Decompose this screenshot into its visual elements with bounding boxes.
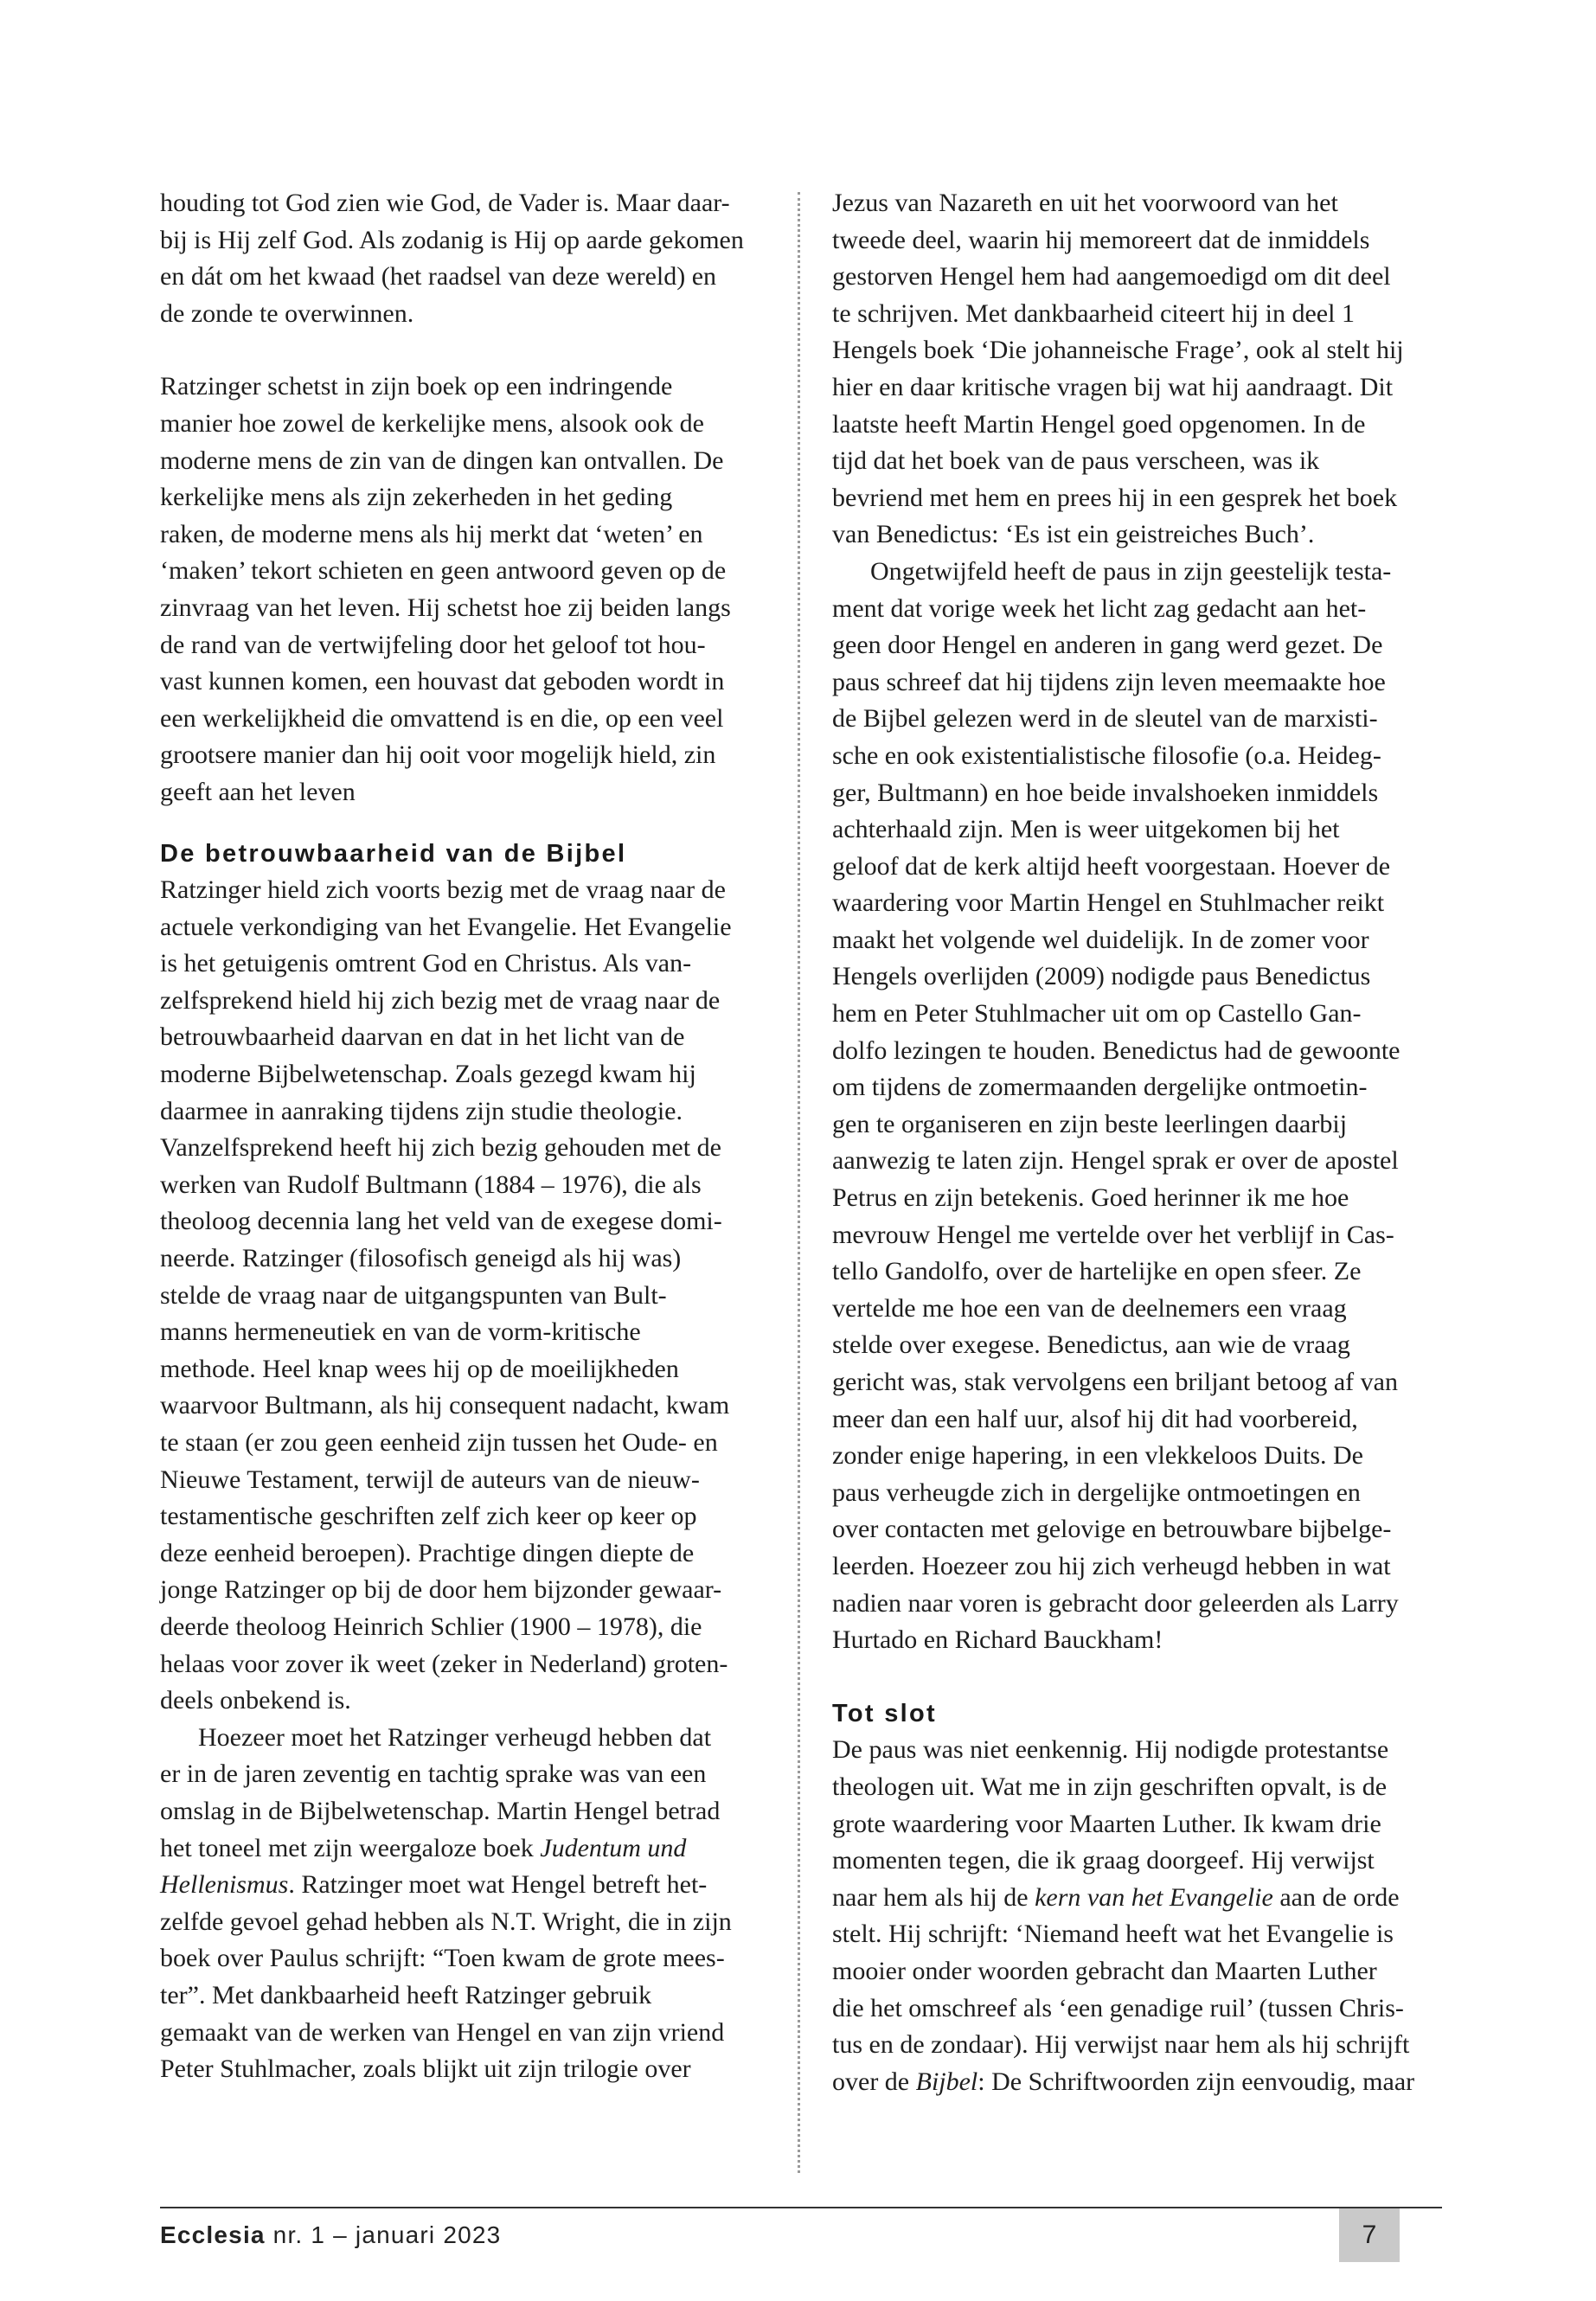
text-line: laatste heeft Martin Hengel goed opgenomen. In de [832,409,1366,439]
paragraph-intro-continued [160,185,800,332]
text-line: De paus was niet eenkennig. Hij nodigde protestantse [832,1735,1389,1765]
text-line: tello Gandolfo, over de hartelijke en open sfeer. Ze [832,1257,1362,1286]
book-title-italic: Judentum und [540,1833,687,1862]
section-heading-tot-slot: Tot slot [832,1699,937,1727]
text-line: methode. Heel knap wees hij op de moeilijkheden [160,1354,679,1383]
text-line: boek over Paulus schrijft: “Toen kwam de grote mees- [160,1944,725,1973]
text-line: vast kunnen komen, een houvast dat geboden wordt in [160,667,725,696]
text-line [832,2064,1472,2101]
text-line: tus en de zondaar). Hij verwijst naar hem als hij schrijft [832,2030,1410,2060]
page-number: 7 [1339,2208,1400,2262]
text-line: nadien naar voren is gebracht door geleerden als Larry [832,1588,1399,1618]
text-line: bevriend met hem en prees hij in een gesprek het boek [832,483,1398,512]
text-run: over de [832,2067,916,2096]
text-line: Ratzinger schetst in zijn boek op een indringende [160,372,673,401]
text-line: te schrijven. Met dankbaarheid citeert hij in deel 1 [832,298,1355,328]
text-line: deels onbekend is. [160,1686,351,1715]
text-line: maakt het volgende wel duidelijk. In de zomer voor [832,925,1369,954]
paragraph-verkondiging [160,872,800,1720]
text-line: waardering voor Martin Hengel en Stuhlmacher reikt [832,888,1385,918]
text-line: paus verheugde zich in dergelijke ontmoetingen en [832,1477,1361,1507]
text-line: grootsere manier dan hij ooit voor mogelijk hield, zin [160,740,716,770]
text-line: testamentische geschriften zelf zich keer op keer op [160,1502,697,1531]
text-line: Ongetwijfeld heeft de paus in zijn geestelijk testa- [870,556,1392,586]
text-line: moderne Bijbelwetenschap. Zoals gezegd kwam hij [160,1060,696,1089]
text-line: hem en Peter Stuhlmacher uit om op Castello Gan- [832,999,1362,1029]
text-line: ter”. Met dankbaarheid heeft Ratzinger gebruik [160,1980,652,2009]
text-line: ger, Bultmann) en hoe beide invalshoeken inmiddels [832,778,1379,807]
text-line: neerde. Ratzinger (filosofisch geneigd als hij was) [160,1244,682,1273]
text-line: gen te organiseren en zijn beste leerlingen daarbij [832,1109,1348,1138]
text-line: omslag in de Bijbelwetenschap. Martin Hengel betrad [160,1796,721,1825]
text-line: zonder enige hapering, in een vlekkeloos Duits. De [832,1441,1363,1471]
text-line: te staan (er zou geen eenheid zijn tussen het Oude- en [160,1428,718,1457]
paragraph-jezus-van-nazareth [832,185,1472,554]
text-line: ‘maken’ tekort schieten en geen antwoord geven op de [160,556,727,586]
paragraph-ongetwijfeld [832,554,1472,1659]
text-line: deze eenheid beroepen). Prachtige dingen diepte de [160,1538,695,1567]
column-divider [798,192,800,2173]
text-line: de Bijbel gelezen werd in de sleutel van de marxisti- [832,704,1378,734]
text-line [160,1867,800,1904]
text-line: geloof dat de kerk altijd heeft voorgestaan. Hoever de [832,851,1391,881]
text-line: over contacten met gelovige en betrouwbare bijbelge- [832,1515,1392,1544]
text-line: theoloog decennia lang het veld van de exegese domi- [160,1207,722,1236]
paragraph-paus-niet-eenkennig [832,1732,1472,2100]
text-line: dolfo lezingen te houden. Benedictus had de gewoonte [832,1035,1401,1065]
text-line: is het getuigenis omtrent God en Christus. Als van- [160,949,692,978]
text-line: die het omschreef als ‘een genadige ruil’ (tussen Chris- [832,1993,1404,2022]
text-run: : De Schriftwoorden zijn eenvoudig, maar [977,2067,1415,2096]
text-line: ment dat vorige week het licht zag gedacht aan het- [832,593,1367,623]
text-line: paus schreef dat hij tijdens zijn leven meemaakte hoe [832,667,1386,696]
paragraph-ratzinger-schetst [160,369,800,811]
text-line: van Benedictus: ‘Es ist ein geistreiches Buch’. [832,520,1315,549]
text-line: actuele verkondiging van het Evangelie. Het Evangelie [160,912,732,941]
text-line: houding tot God zien wie God, de Vader is. Maar daar- [160,189,730,217]
text-line: hier en daar kritische vragen bij wat hij aandraagt. Dit [832,372,1394,401]
text-line: stelt. Hij schrijft: ‘Niemand heeft wat het Evangelie is [832,1920,1394,1949]
section-heading-betrouwbaarheid: De betrouwbaarheid van de Bijbel [160,839,627,868]
text-line: en dát om het kwaad (het raadsel van deze wereld) en [160,262,717,292]
text-line: zinvraag van het leven. Hij schetst hoe zij beiden langs [160,593,731,622]
text-line: daarmee in aanraking tijdens zijn studie theologie. [160,1096,683,1125]
text-line: moderne mens de zin van de dingen kan ontvallen. De [160,445,724,475]
text-run: het toneel met zijn weergaloze boek [160,1833,541,1862]
text-run: . Ratzinger moet wat Hengel betreft het- [288,1870,708,1900]
text-line: helaas voor zover ik weet (zeker in Nederland) groten- [160,1649,728,1678]
text-line: achterhaald zijn. Men is weer uitgekomen bij het [832,815,1340,844]
text-run: naar hem als hij de [832,1882,1035,1912]
text-line: tweede deel, waarin hij memoreert dat de inmiddels [832,225,1370,254]
text-line: Nieuwe Testament, terwijl de auteurs van de nieuw- [160,1465,700,1494]
text-line: sche en ook existentialistische filosofie (o.a. Heideg- [832,740,1381,770]
text-line: er in de jaren zeventig en tachtig sprake was van een [160,1759,707,1789]
magazine-name: Ecclesia [160,2221,266,2248]
text-line [832,1880,1472,1917]
text-line: gemaakt van de werken van Hengel en van zijn vriend [160,2017,725,2047]
text-line: stelde de vraag naar de uitgangspunten van Bult- [160,1280,667,1310]
text-line: tijd dat het boek van de paus verscheen, was ik [832,446,1320,476]
text-line: Jezus van Nazareth en uit het voorwoord van het [832,189,1338,217]
text-line: de zonde te overwinnen. [160,298,414,328]
text-line: Hengels overlijden (2009) nodigde paus Benedictus [832,962,1371,991]
text-line: mooier onder woorden gebracht dan Maarten Luther [832,1956,1377,1985]
text-line: gericht was, stak vervolgens een briljant betoog af van [832,1368,1398,1396]
text-line: betrouwbaarheid daarvan en dat in het licht van de [160,1022,685,1052]
emphasis-italic: kern van het Evangelie [1035,1882,1273,1912]
text-line: geen door Hengel en anderen in gang werd gezet. De [832,631,1383,660]
text-line: raken, de moderne mens als hij merkt dat ‘weten’ en [160,519,703,548]
text-line: Hengels boek ‘Die johanneische Frage’, ook al stelt hij [832,336,1404,365]
text-line: Vanzelfsprekend heeft hij zich bezig gehouden met de [160,1133,721,1163]
text-line: bij is Hij zelf God. Als zodanig is Hij op aarde gekomen [160,225,744,254]
paragraph-hoezeer [160,1720,800,2088]
right-column [832,185,1472,2100]
text-line: aanwezig te laten zijn. Hengel sprak er over de apostel [832,1146,1399,1176]
text-line: werken van Rudolf Bultmann (1884 – 1976), die als [160,1170,702,1199]
text-line: Peter Stuhlmacher, zoals blijkt uit zijn trilogie over [160,2054,691,2084]
text-line: Hoezeer moet het Ratzinger verheugd hebben dat [198,1722,712,1752]
text-line: zelfde gevoel gehad hebben als N.T. Wright, die in zijn [160,1907,732,1936]
text-run: aan de orde [1272,1882,1400,1912]
text-line: om tijdens de zomermaanden dergelijke ontmoetin- [832,1073,1368,1102]
text-line: mevrouw Hengel me vertelde over het verblijf in Cas- [832,1220,1394,1249]
text-line: gestorven Hengel hem had aangemoedigd om dit deel [832,262,1391,292]
issue-info: nr. 1 – januari 2023 [265,2221,502,2248]
text-line: jonge Ratzinger op bij de door hem bijzonder gewaar- [160,1575,722,1605]
text-line: manier hoe zowel de kerkelijke mens, alsook ook de [160,408,704,438]
text-line: kerkelijke mens als zijn zekerheden in het geding [160,483,673,512]
footer-publication [160,2221,501,2249]
text-line: geeft aan het leven [160,777,356,806]
text-line: manns hermeneutiek en van de vorm-kritische [160,1317,641,1347]
text-line: theologen uit. Wat me in zijn geschriften opvalt, is de [832,1772,1388,1801]
left-column [160,185,800,2088]
text-line: vertelde me hoe een van de deelnemers een vraag [832,1293,1347,1323]
text-line: Petrus en zijn betekenis. Goed herinner ik me hoe [832,1183,1349,1213]
text-line: stelde over exegese. Benedictus, aan wie de vraag [832,1330,1350,1360]
text-line: grote waardering voor Maarten Luther. Ik kwam drie [832,1809,1381,1838]
text-line: waarvoor Bultmann, als hij consequent nadacht, kwam [160,1391,730,1420]
text-line: de rand van de vertwijfeling door het geloof tot hou- [160,630,706,659]
emphasis-italic: Bijbel [915,2067,978,2096]
book-title-italic: Hellenismus [160,1870,289,1900]
text-line: deerde theoloog Heinrich Schlier (1900 – 1978), die [160,1612,702,1641]
footer-rule [160,2207,1442,2208]
text-line: meer dan een half uur, alsof hij dit had voorbereid, [832,1404,1358,1433]
text-line: momenten tegen, die ik graag doorgeef. Hij verwijst [832,1846,1375,1875]
text-line: een werkelijkheid die omvattend is en die, op een veel [160,703,724,733]
text-line [160,1830,800,1868]
text-line: Ratzinger hield zich voorts bezig met de vraag naar de [160,875,726,905]
text-line: leerden. Hoezeer zou hij zich verheugd hebben in wat [832,1551,1391,1580]
text-line: Hurtado en Richard Bauckham! [832,1625,1163,1655]
text-line: zelfsprekend hield hij zich bezig met de vraag naar de [160,985,721,1015]
